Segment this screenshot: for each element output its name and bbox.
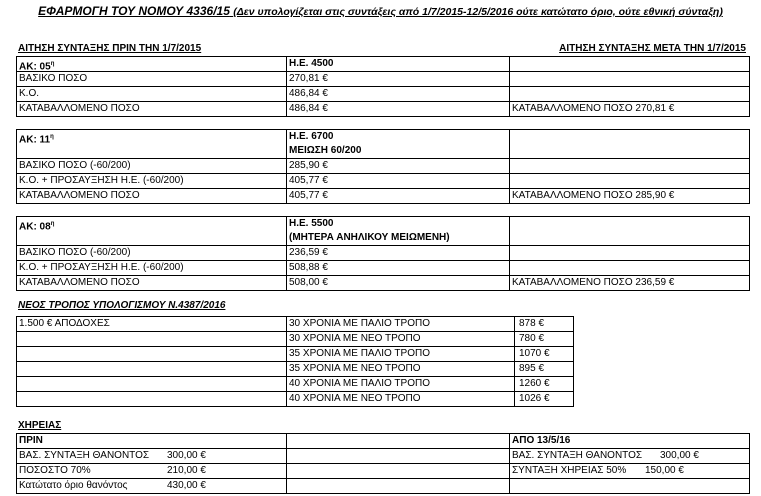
he-label: Η.Ε. 6700 [286, 130, 509, 144]
pension-block-1 [16, 56, 750, 117]
widow-heading: ΧΗΡΕΙΑΣ [18, 420, 62, 431]
table-row: ΒΑΣΙΚΟ ΠΟΣΟ (-60/200) 285,90 € [16, 158, 750, 173]
widow-header-row [16, 433, 750, 448]
title-subtitle: (Δεν υπολογίζεται στις συντάξεις από 1/7/2015-12/5/2016 ούτε κατώτατο όριο, ούτε εθνική σύνταξη) [233, 6, 723, 18]
page-title [0, 4, 761, 18]
table-row: ΒΑΣ. ΣΥΝΤΑΞΗ ΘΑΝΟΝΤΟΣ 300,00 € ΒΑΣ. ΣΥΝΤΑΞΗ ΘΑΝΟΝΤΟΣ 300,00 € [16, 448, 750, 463]
table-row: ΒΑΣΙΚΟ ΠΟΣΟ 270,81 € [16, 71, 750, 86]
ak-label: ΑΚ: 11 [19, 134, 51, 144]
header-after: ΑΙΤΗΣΗ ΣΥΝΤΑΞΗΣ ΜΕΤΑ ΤΗΝ 1/7/2015 [559, 43, 746, 54]
table-row: 35 ΧΡΟΝΙΑ ΜΕ ΝΕΟ ΤΡΟΠΟ 895 € [16, 361, 574, 376]
widow-after-label: ΑΠΟ 13/5/16 [509, 434, 751, 448]
block-heading-row-2 [16, 144, 750, 158]
table-row: Κατώτατο όριο θανόντος 430,00 € [16, 478, 750, 494]
table-row: 40 ΧΡΟΝΙΑ ΜΕ ΝΕΟ ΤΡΟΠΟ 1026 € [16, 391, 574, 407]
pension-block-2 [16, 129, 750, 204]
table-row: 1.500 € ΑΠΟΔΟΧΕΣ 30 ΧΡΟΝΙΑ ΜΕ ΠΑΛΙΟ ΤΡΟΠΟ 878 € [16, 316, 574, 331]
widow-table [16, 433, 750, 494]
title-main: ΕΦΑΡΜΟΓΗ ΤΟΥ ΝΟΜΟΥ 4336/15 [38, 4, 230, 18]
table-row: 35 ΧΡΟΝΙΑ ΜΕ ΠΑΛΙΟ ΤΡΟΠΟ 1070 € [16, 346, 574, 361]
table-row: ΠΟΣΟΣΤΟ 70% 210,00 € ΣΥΝΤΑΞΗ ΧΗΡΕΙΑΣ 50% 150,00 € [16, 463, 750, 478]
income-label: 1.500 € ΑΠΟΔΟΧΕΣ [19, 318, 110, 329]
ak-label: ΑΚ: 05 [19, 61, 51, 71]
table-row: Κ.Ο. + ΠΡΟΣΑΥΞΗΣΗ Η.Ε. (-60/200) 405,77 € [16, 173, 750, 188]
section-headers [16, 42, 750, 56]
table-row: ΚΑΤΑΒΑΛΛΟΜΕΝΟ ΠΟΣΟ 508,00 € ΚΑΤΑΒΑΛΛΟΜΕΝΟ ΠΟΣΟ 236,59 € [16, 275, 750, 291]
he-note: (ΜΗΤΕΡΑ ΑΝΗΛΙΚΟΥ ΜΕΙΩΜΕΝΗ) [286, 231, 509, 245]
document-body [16, 42, 750, 494]
table-row: 30 ΧΡΟΝΙΑ ΜΕ ΝΕΟ ΤΡΟΠΟ 780 € [16, 331, 574, 346]
widow-heading-row [16, 419, 750, 433]
block-heading-row: ΑΚ: $08^\eta$ Η.Ε. 5500 [16, 216, 750, 231]
table-row: 40 ΧΡΟΝΙΑ ΜΕ ΠΑΛΙΟ ΤΡΟΠΟ 1260 € [16, 376, 574, 391]
he-label: Η.Ε. 4500 [286, 57, 509, 71]
he-note: ΜΕΙΩΣΗ 60/200 [286, 144, 509, 158]
table-row: ΚΑΤΑΒΑΛΛΟΜΕΝΟ ΠΟΣΟ 405,77 € ΚΑΤΑΒΑΛΛΟΜΕΝΟ ΠΟΣΟ 285,90 € [16, 188, 750, 204]
table-row: Κ.Ο. 486,84 € [16, 86, 750, 101]
table-row: Κ.Ο. + ΠΡΟΣΑΥΞΗΣΗ Η.Ε. (-60/200) 508,88 € [16, 260, 750, 275]
table-row: ΚΑΤΑΒΑΛΛΟΜΕΝΟ ΠΟΣΟ 486,84 € ΚΑΤΑΒΑΛΛΟΜΕΝΟ ΠΟΣΟ 270,81 € [16, 101, 750, 117]
block-heading-row: ΑΚ: $11^\eta$ Η.Ε. 6700 [16, 129, 750, 144]
table-row: ΒΑΣΙΚΟ ΠΟΣΟ (-60/200) 236,59 € [16, 245, 750, 260]
new-method-heading-row [16, 299, 750, 313]
widow-before-label: ΠΡΙΝ [19, 435, 43, 446]
he-label: Η.Ε. 5500 [286, 217, 509, 231]
new-method-heading: ΝΕΟΣ ΤΡΟΠΟΣ ΥΠΟΛΟΓΙΣΜΟΥ Ν.4387/2016 [18, 300, 226, 311]
ak-label: ΑΚ: 08 [19, 221, 51, 231]
block-heading-row-2 [16, 231, 750, 245]
block-heading-row: ΑΚ: $05^\eta$ Η.Ε. 4500 [16, 56, 750, 71]
pension-block-3 [16, 216, 750, 291]
new-method-table [16, 316, 750, 407]
header-before: ΑΙΤΗΣΗ ΣΥΝΤΑΞΗΣ ΠΡΙΝ ΤΗΝ 1/7/2015 [18, 43, 202, 54]
